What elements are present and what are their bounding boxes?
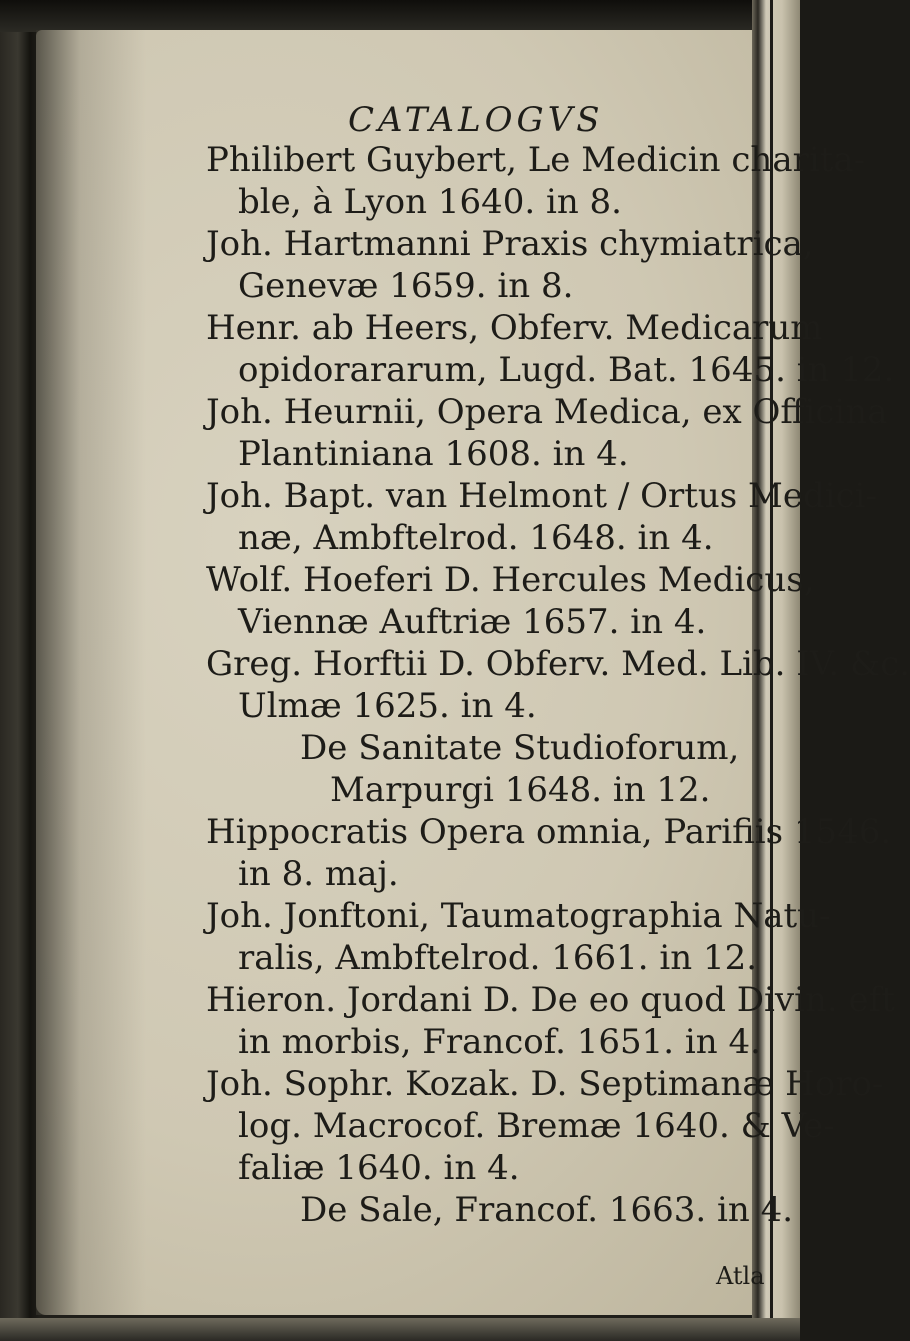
entry-line: Joh. Heurnii, Opera Medica, ex Officina	[206, 392, 888, 432]
entry-line: faliæ 1640. in 4.	[238, 1148, 520, 1188]
entry-line: in morbis, Francof. 1651. in 4.	[238, 1022, 761, 1062]
entry-line: Viennæ Auftriæ 1657. in 4.	[238, 602, 707, 642]
entry-line: De Sale, Francof. 1663. in 4.	[300, 1190, 794, 1230]
entry-line: Wolf. Hoeferi D. Hercules Medicus,	[206, 560, 815, 600]
entry-line: Joh. Jonftoni, Taumatographia Natu-	[206, 896, 831, 936]
entry-line: opidorararum, Lugd. Bat. 1645. in 12.	[238, 350, 895, 390]
entry-line: log. Macrocof. Bremæ 1640. & Ve-	[238, 1106, 835, 1146]
entry-line: Marpurgi 1648. in 12.	[330, 770, 711, 810]
entry-line: Joh. Sophr. Kozak. D. Septimanæ Horo-	[206, 1064, 884, 1104]
entry-line: Henr. ab Heers, Obferv. Medicarum	[206, 308, 823, 348]
entry-line: Genevæ 1659. in 8.	[238, 266, 574, 306]
entry-line: Joh. Bapt. van Helmont / Ortus Medici-	[206, 476, 878, 516]
entry-line: in 8. maj.	[238, 854, 399, 894]
entry-line: Plantiniana 1608. in 4.	[238, 434, 629, 474]
catchword: Atla	[716, 1262, 765, 1290]
entry-line: Hieron. Jordani D. De eo quod Divin. eft	[206, 980, 895, 1020]
entry-line: Ulmæ 1625. in 4.	[238, 686, 537, 726]
entry-line: ralis, Ambftelrod. 1661. in 12.	[238, 938, 758, 978]
entry-line: Greg. Horftii D. Obferv. Med. Lib. IV. &c.	[206, 644, 910, 684]
entry-line: ble, à Lyon 1640. in 8.	[238, 182, 622, 222]
entry-line: De Sanitate Studioforum,	[300, 728, 740, 768]
entry-line: næ, Ambftelrod. 1648. in 4.	[238, 518, 714, 558]
entry-line: Philibert Guybert, Le Medicin charita-	[206, 140, 866, 180]
running-header: CATALOGVS	[348, 100, 604, 140]
entry-line: Hippocratis Opera omnia, Parifiis 1546.	[206, 812, 892, 852]
entry-line: Joh. Hartmanni Praxis chymiatrica,	[206, 224, 814, 264]
